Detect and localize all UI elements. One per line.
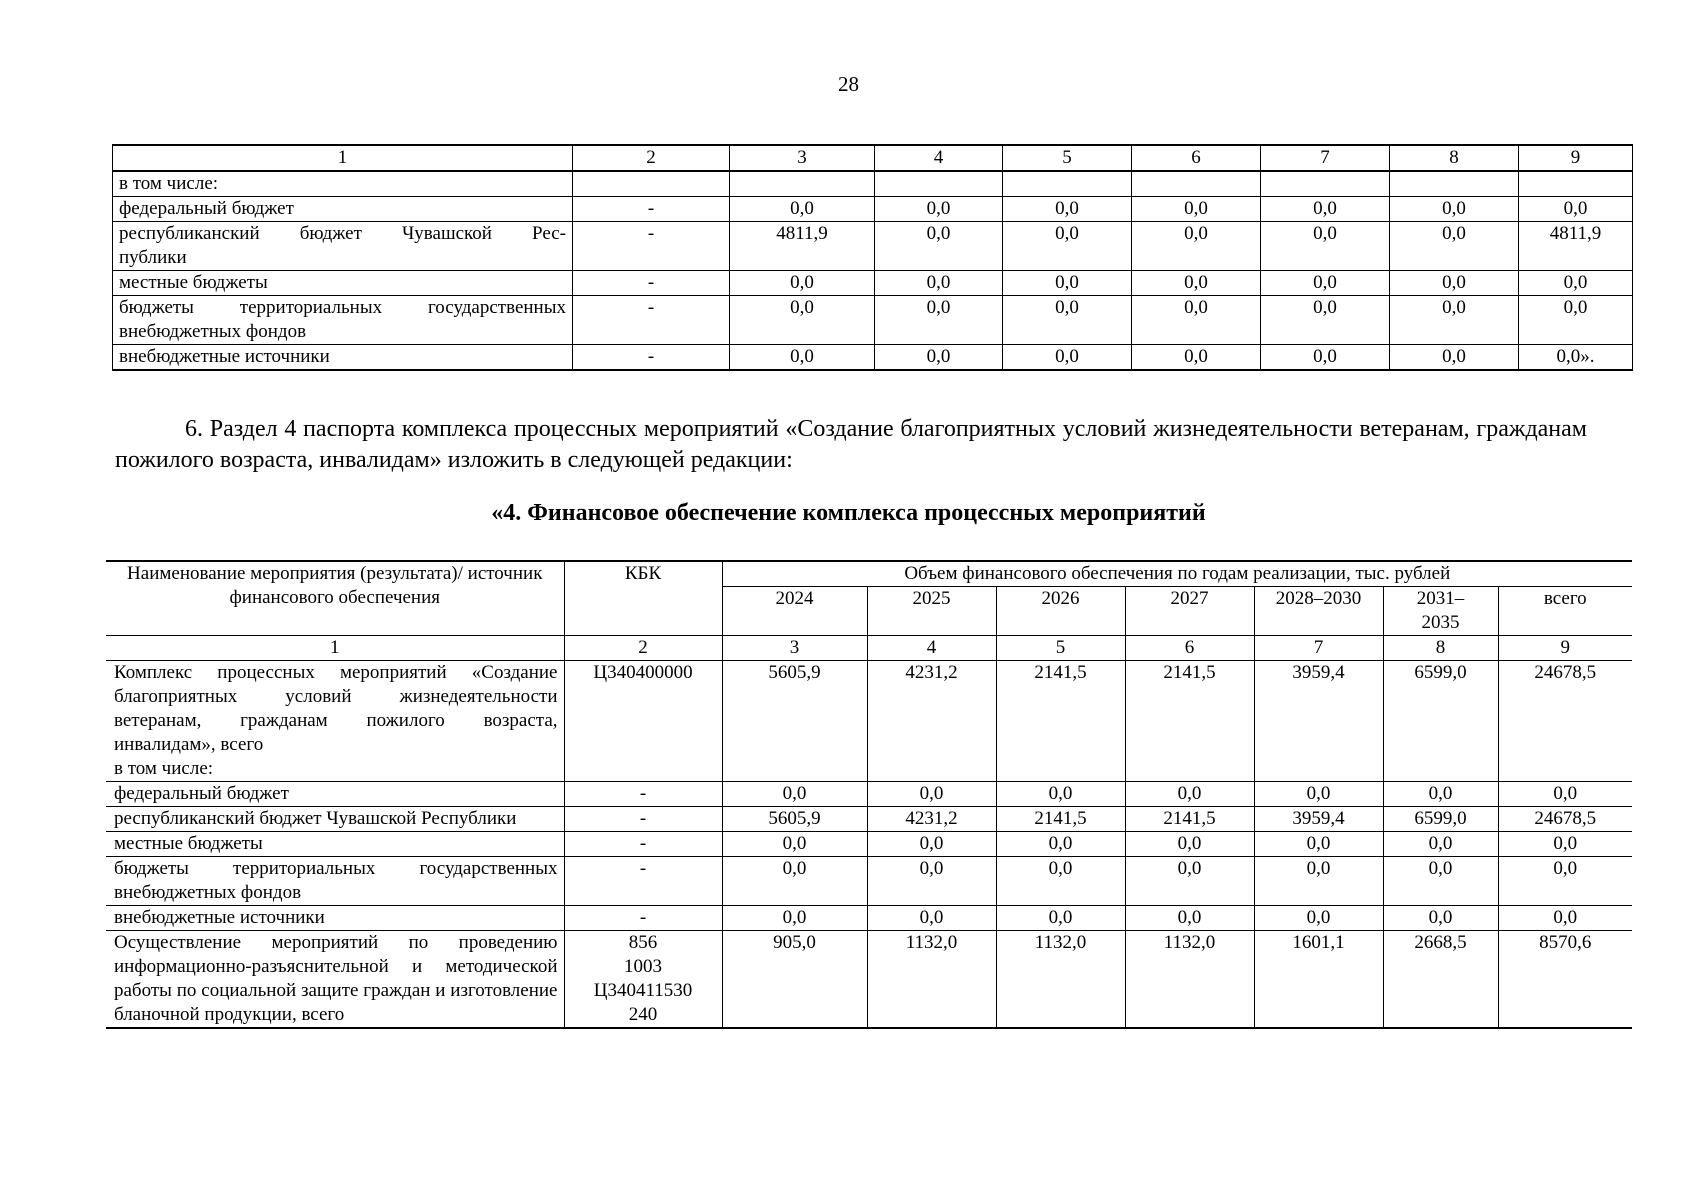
value-cell: 0,0 [1003, 271, 1132, 296]
kbk-line: Ц340411530 [593, 980, 693, 1001]
kbk-cell: - [573, 296, 730, 345]
kbk-cell: - [564, 857, 722, 906]
kbk-cell: Ц340400000 [564, 661, 722, 782]
value-cell: 6599,0 [1383, 807, 1498, 832]
value-cell: 0,0 [1390, 296, 1519, 345]
row-name: бюджеты территориальных государственных внебюджетных фондов [106, 857, 564, 906]
value-cell: 24678,5 [1498, 807, 1632, 832]
value-cell: 2141,5 [1125, 807, 1254, 832]
row-name-line: бюджеты территориальных государственных [119, 297, 566, 318]
value-cell: 1132,0 [1125, 931, 1254, 1029]
col-number: 7 [1254, 636, 1383, 661]
row-name: местные бюджеты [106, 832, 564, 857]
row-name [113, 222, 573, 271]
col-number: 3 [730, 145, 875, 171]
amendment-paragraph: 6. Раздел 4 паспорта комплекса процессных мероприятий «Создание благоприятных условий жизнедеятельности ветеранам, гражданам пожилого возраста, инвалидам» изложить в следующей редакции: [115, 416, 1587, 473]
header-name: Наименование мероприятия (результата)/ источник финансового обеспечения [106, 561, 564, 636]
col-number: 4 [867, 636, 996, 661]
value-cell: 0,0 [1125, 782, 1254, 807]
table-row [106, 661, 1632, 782]
header-row [106, 561, 1632, 587]
value-cell: 3959,4 [1254, 807, 1383, 832]
kbk-cell [573, 171, 730, 197]
value-cell: 0,0 [1254, 782, 1383, 807]
kbk-line: 856 [628, 932, 658, 953]
row-name-line: внебюджетных фондов [119, 321, 307, 342]
section-title: «4. Финансовое обеспечение комплекса процессных мероприятий [491, 500, 1206, 526]
year-header: 2024 [722, 587, 867, 636]
value-cell: 0,0 [1261, 197, 1390, 222]
col-number: 7 [1261, 145, 1390, 171]
col-number: 8 [1390, 145, 1519, 171]
row-name: внебюджетные источники [106, 906, 564, 931]
value-cell: 4811,9 [1519, 222, 1633, 271]
table-row [113, 296, 1633, 345]
kbk-cell [564, 931, 722, 1029]
value-cell: 1132,0 [996, 931, 1125, 1029]
value-cell: 0,0 [1003, 197, 1132, 222]
value-cell: 0,0 [996, 857, 1125, 906]
value-cell: 1601,1 [1254, 931, 1383, 1029]
value-cell: 0,0 [1261, 296, 1390, 345]
kbk-cell: - [573, 271, 730, 296]
value-cell: 0,0 [1383, 906, 1498, 931]
value-cell: 0,0 [1498, 832, 1632, 857]
col-number: 8 [1383, 636, 1498, 661]
row-name-line: в том числе: [114, 758, 214, 779]
value-cell: 0,0». [1519, 345, 1633, 371]
column-number-row [106, 636, 1632, 661]
year-header: всего [1498, 587, 1632, 636]
value-cell: 4231,2 [867, 807, 996, 832]
row-name-line: республиканский бюджет Чувашской Рес- [119, 223, 566, 244]
kbk-line: 240 [628, 1004, 658, 1025]
kbk-cell: - [564, 807, 722, 832]
value-cell: 0,0 [1519, 296, 1633, 345]
value-cell: 0,0 [1519, 197, 1633, 222]
value-cell: 0,0 [730, 296, 875, 345]
value-cell: 0,0 [1003, 222, 1132, 271]
value-cell: 0,0 [1261, 271, 1390, 296]
value-cell: 0,0 [1125, 832, 1254, 857]
value-cell: 0,0 [1132, 197, 1261, 222]
col-number: 9 [1519, 145, 1633, 171]
value-cell: 0,0 [1254, 832, 1383, 857]
value-cell: 0,0 [996, 782, 1125, 807]
header-kbk: КБК [564, 561, 722, 636]
value-cell: 0,0 [1498, 857, 1632, 906]
table-row [106, 931, 1632, 1029]
value-cell: 0,0 [867, 857, 996, 906]
table-row [113, 345, 1633, 371]
value-cell: 24678,5 [1498, 661, 1632, 782]
value-cell: 0,0 [875, 271, 1003, 296]
value-cell: 2141,5 [996, 661, 1125, 782]
table-row [106, 832, 1632, 857]
year-header: 2028–2030 [1254, 587, 1383, 636]
kbk-cell: - [564, 906, 722, 931]
row-name-line: публики [119, 247, 187, 268]
year-header: 2025 [867, 587, 996, 636]
col-number: 6 [1132, 145, 1261, 171]
value-cell [1261, 171, 1390, 197]
row-name [106, 661, 564, 782]
value-cell: 6599,0 [1383, 661, 1498, 782]
value-cell: 2141,5 [1125, 661, 1254, 782]
value-cell: 0,0 [730, 271, 875, 296]
row-name: в том числе: [113, 171, 573, 197]
col-number: 4 [875, 145, 1003, 171]
value-cell: 0,0 [1390, 197, 1519, 222]
value-cell: 0,0 [1261, 222, 1390, 271]
value-cell: 0,0 [875, 222, 1003, 271]
year-header: 2027 [1125, 587, 1254, 636]
kbk-cell: - [564, 832, 722, 857]
value-cell [875, 171, 1003, 197]
table-row [106, 782, 1632, 807]
value-cell: 0,0 [1519, 271, 1633, 296]
value-cell [1132, 171, 1261, 197]
value-cell: 2141,5 [996, 807, 1125, 832]
value-cell: 0,0 [722, 857, 867, 906]
kbk-cell: - [573, 197, 730, 222]
value-cell: 0,0 [1132, 296, 1261, 345]
page-number: 28 [838, 72, 859, 96]
value-cell: 0,0 [1498, 782, 1632, 807]
table-row [106, 906, 1632, 931]
value-cell: 0,0 [996, 832, 1125, 857]
value-cell: 0,0 [1254, 857, 1383, 906]
table-row [113, 171, 1633, 197]
value-cell: 0,0 [1132, 222, 1261, 271]
value-cell: 1132,0 [867, 931, 996, 1029]
value-cell: 0,0 [1003, 345, 1132, 371]
value-cell: 3959,4 [1254, 661, 1383, 782]
value-cell: 4231,2 [867, 661, 996, 782]
value-cell: 0,0 [1383, 832, 1498, 857]
col-number: 1 [113, 145, 573, 171]
value-cell: 0,0 [722, 832, 867, 857]
value-cell: 0,0 [996, 906, 1125, 931]
value-cell: 0,0 [1125, 857, 1254, 906]
kbk-cell: - [573, 345, 730, 371]
column-number-row [113, 145, 1633, 171]
row-name: федеральный бюджет [106, 782, 564, 807]
value-cell: 0,0 [730, 197, 875, 222]
value-cell [1519, 171, 1633, 197]
value-cell [730, 171, 875, 197]
value-cell: 0,0 [875, 296, 1003, 345]
value-cell: 0,0 [875, 345, 1003, 371]
value-cell: 0,0 [1254, 906, 1383, 931]
row-name [113, 296, 573, 345]
year-header: 2031–2035 [1383, 587, 1498, 636]
value-cell: 0,0 [1390, 345, 1519, 371]
row-name-text: Комплекс процессных мероприятий «Создание благоприятных условий жизнедеятельности ветеранам, гражданам пожилого возраста, инвалидам», всего [114, 662, 558, 755]
table-row [113, 222, 1633, 271]
col-number: 2 [564, 636, 722, 661]
value-cell: 0,0 [867, 782, 996, 807]
value-cell: 8570,6 [1498, 931, 1632, 1029]
value-cell: 0,0 [1132, 345, 1261, 371]
header-volume: Объем финансового обеспечения по годам реализации, тыс. рублей [722, 561, 1632, 587]
value-cell: 0,0 [875, 197, 1003, 222]
row-name: федеральный бюджет [113, 197, 573, 222]
value-cell: 5605,9 [722, 807, 867, 832]
value-cell: 0,0 [1132, 271, 1261, 296]
value-cell: 0,0 [867, 906, 996, 931]
value-cell: 4811,9 [730, 222, 875, 271]
table-row [113, 197, 1633, 222]
kbk-line: 1003 [624, 956, 662, 977]
value-cell: 0,0 [867, 832, 996, 857]
col-number: 5 [1003, 145, 1132, 171]
row-name: местные бюджеты [113, 271, 573, 296]
kbk-cell: - [564, 782, 722, 807]
value-cell: 0,0 [1261, 345, 1390, 371]
col-number: 3 [722, 636, 867, 661]
col-number: 5 [996, 636, 1125, 661]
financing-table [106, 560, 1632, 1029]
table-row [113, 271, 1633, 296]
value-cell: 0,0 [722, 906, 867, 931]
value-cell: 0,0 [1498, 906, 1632, 931]
value-cell: 0,0 [1383, 857, 1498, 906]
row-name: Осуществление мероприятий по проведению информационно-разъяснительной и методической работы по социальной защите граждан и изготовление бланочной продукции, всего [106, 931, 564, 1029]
kbk-cell: - [573, 222, 730, 271]
value-cell: 0,0 [1003, 296, 1132, 345]
col-number: 1 [106, 636, 564, 661]
col-number: 2 [573, 145, 730, 171]
value-cell: 905,0 [722, 931, 867, 1029]
value-cell: 0,0 [1125, 906, 1254, 931]
value-cell: 0,0 [730, 345, 875, 371]
value-cell: 0,0 [1383, 782, 1498, 807]
col-number: 9 [1498, 636, 1632, 661]
value-cell [1003, 171, 1132, 197]
table-row [106, 807, 1632, 832]
year-header: 2026 [996, 587, 1125, 636]
row-name: внебюджетные источники [113, 345, 573, 371]
continuation-table [112, 144, 1633, 371]
value-cell: 2668,5 [1383, 931, 1498, 1029]
value-cell: 0,0 [722, 782, 867, 807]
value-cell [1390, 171, 1519, 197]
row-name: республиканский бюджет Чувашской Республики [106, 807, 564, 832]
table-row [106, 857, 1632, 906]
value-cell: 5605,9 [722, 661, 867, 782]
col-number: 6 [1125, 636, 1254, 661]
value-cell: 0,0 [1390, 271, 1519, 296]
value-cell: 0,0 [1390, 222, 1519, 271]
